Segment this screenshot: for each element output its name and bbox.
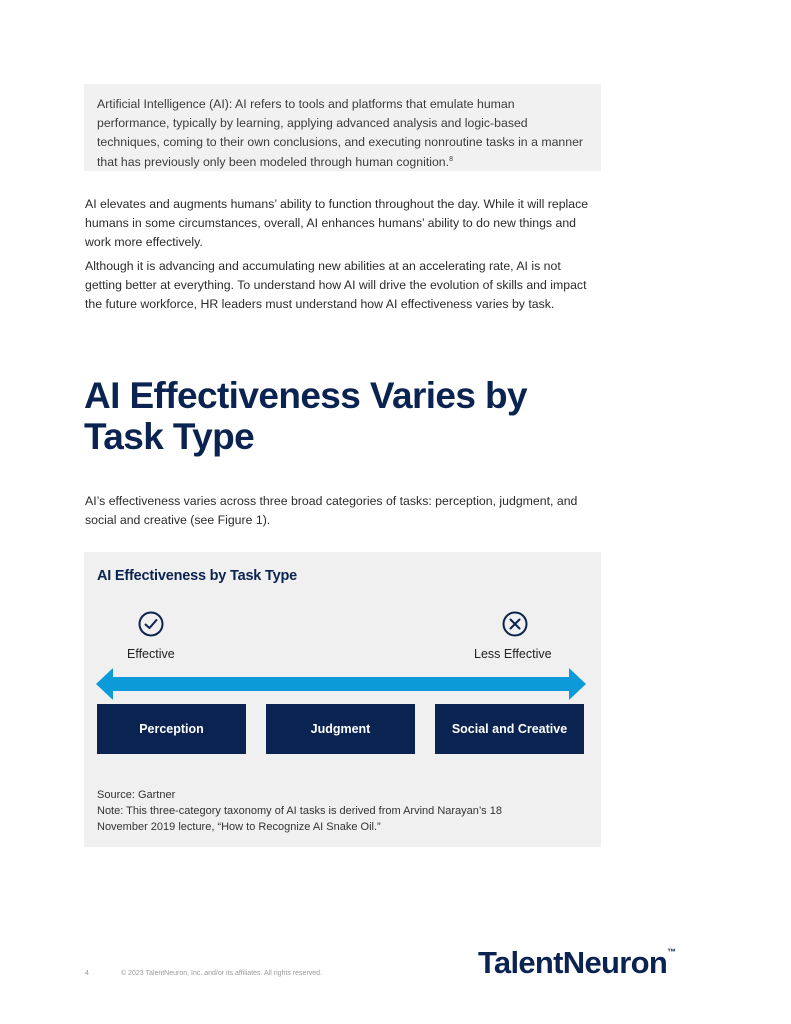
definition-text — [97, 95, 587, 172]
category-social-creative: Social and Creative — [435, 704, 584, 754]
effectiveness-arrow — [96, 667, 586, 701]
logo-trademark: ™ — [667, 947, 677, 957]
x-circle-icon — [502, 611, 528, 637]
figure-1 — [84, 552, 601, 847]
effective-label: Effective — [127, 647, 175, 661]
figure-title: AI Effectiveness by Task Type — [97, 568, 297, 584]
paragraph-2: Although it is advancing and accumulating new abilities at an accelerating rate, AI is not getting better at everything. To understand how AI will drive the evolution of skills and impact the future workforce, HR leaders must understand how AI effectiveness varies by task. — [85, 259, 587, 311]
copyright: © 2023 TalentNeuron, Inc. and/or its affiliates. All rights reserved. — [121, 970, 323, 977]
section-intro: AI’s effectiveness varies across three broad categories of tasks: perception, judgment, and social and creative (see Figure 1). — [85, 494, 578, 527]
figure-source: Source: Gartner — [97, 789, 176, 801]
definition-body: Artificial Intelligence (AI): AI refers to tools and platforms that emulate human performance, typically by learning, applying advanced analysis and logic-based techniques, coming to their own conclusions, and executing nonroutine tasks in a manner that has previously only been modeled through human cognition. — [97, 97, 584, 170]
footnote-marker[interactable]: 8 — [449, 156, 453, 164]
definition-callout — [84, 84, 601, 171]
page-number: 4 — [85, 970, 89, 977]
section-heading: AI Effectiveness Varies by Task Type — [84, 375, 528, 457]
talentneuron-logo — [478, 945, 676, 981]
less-effective-label: Less Effective — [474, 647, 552, 661]
logo-text: TalentNeuron — [478, 945, 668, 980]
figure-note: Note: This three-category taxonomy of AI tasks is derived from Arvind Narayan’s 18 November 2019 lecture, “How to Recognize AI Snake Oil.” — [97, 805, 502, 833]
paragraph-1: AI elevates and augments humans’ ability to function throughout the day. While it will replace humans in some circumstances, overall, AI enhances humans’ ability to do new things and work more effectively. — [85, 197, 589, 249]
category-perception: Perception — [97, 704, 246, 754]
check-circle-icon — [138, 611, 164, 637]
category-judgment: Judgment — [266, 704, 415, 754]
